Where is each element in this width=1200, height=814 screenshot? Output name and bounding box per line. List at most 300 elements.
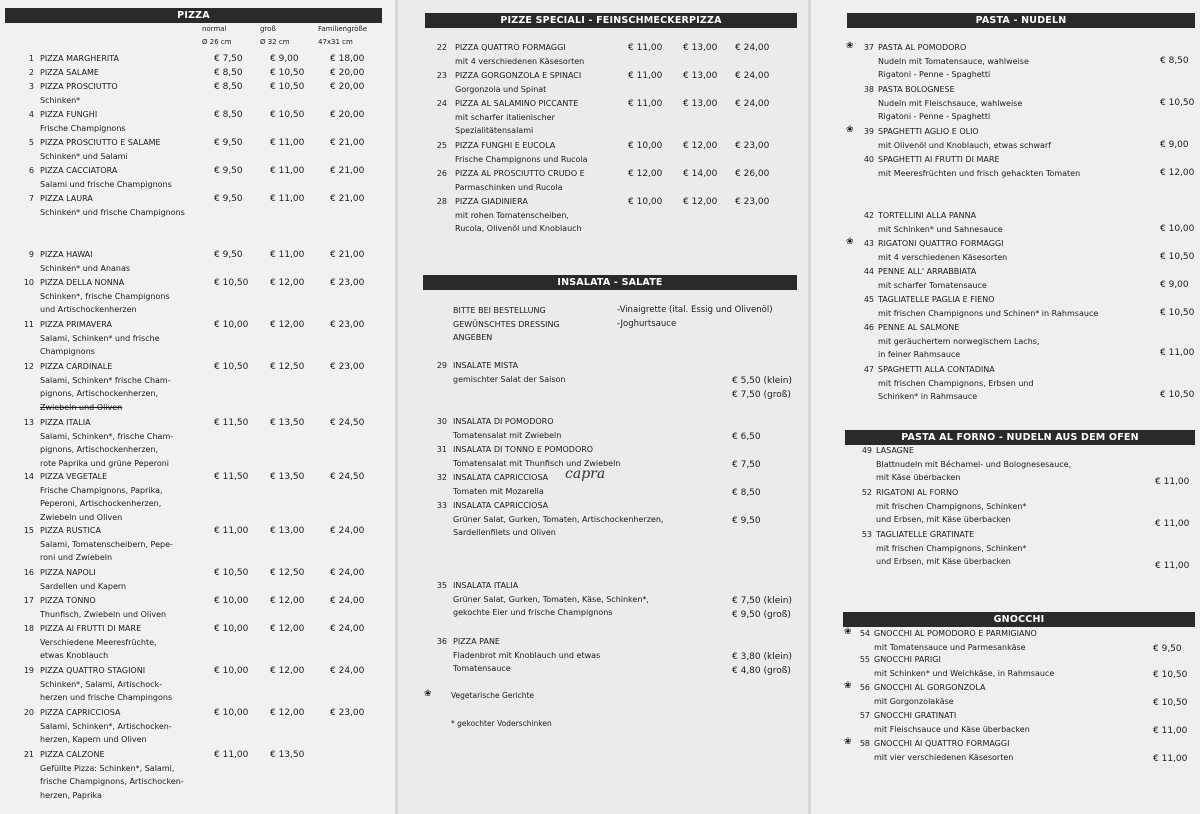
item-name: PIZZA VEGETALE bbox=[40, 472, 108, 481]
item-name: PENNE AL SALMONE bbox=[878, 323, 960, 332]
item-number: 10 bbox=[23, 278, 34, 287]
item-description: Tomatensauce bbox=[453, 664, 511, 674]
item-name: INSALATA DI TONNO E POMODORO bbox=[453, 445, 594, 454]
item-name: PIZZA SALAME bbox=[40, 68, 99, 77]
item-price: € 13,00 bbox=[683, 71, 718, 81]
salate-header: INSALATA - SALATE bbox=[423, 275, 797, 290]
item-number: 29 bbox=[436, 361, 447, 370]
item-number: 43 bbox=[863, 239, 874, 248]
item-description: Frische Champignons, Paprika, bbox=[40, 485, 163, 495]
item-price: € 9,50 bbox=[214, 250, 243, 260]
item-name: RIGATONI AL FORNO bbox=[876, 488, 959, 497]
item-price: € 20,00 bbox=[330, 110, 365, 120]
item-price: € 12,50 bbox=[270, 568, 305, 578]
item-price: € 11,00 bbox=[1153, 754, 1188, 764]
item-description: Schinken* bbox=[40, 95, 81, 105]
item-name: PIZZA FUNGHI E EUCOLA bbox=[455, 141, 556, 150]
item-price: € 13,00 bbox=[683, 99, 718, 109]
item-price: € 13,50 bbox=[270, 472, 305, 482]
col-family-head: Familiengröße 47x31 cm bbox=[318, 25, 368, 46]
item-number: 54 bbox=[859, 629, 870, 638]
item-number: 20 bbox=[23, 708, 34, 717]
item-number: 14 bbox=[23, 472, 34, 481]
item-number: 3 bbox=[28, 82, 34, 91]
item-price: € 10,50 bbox=[214, 278, 249, 288]
flower-icon: ❀ bbox=[846, 125, 854, 135]
item-description: mit geräuchertem norwegischem Lachs, bbox=[878, 336, 1040, 346]
item-description: Tomatensalat mit Zwiebeln bbox=[453, 430, 562, 440]
item-name: GNOCCHI AL POMODORO E PARMIGIANO bbox=[874, 629, 1037, 638]
item-name: INSALATA CAPRICCIOSA bbox=[453, 501, 549, 510]
item-description: Salami, Tomatenscheibern, Pepe- bbox=[40, 539, 173, 549]
item-name: GNOCCHI PARIGI bbox=[874, 655, 941, 664]
item-description: und Erbsen, mit Käse überbacken bbox=[876, 557, 1011, 567]
item-number: 38 bbox=[863, 85, 874, 94]
item-price: € 10,50 bbox=[270, 68, 305, 78]
item-number: 1 bbox=[28, 54, 34, 63]
item-price: € 13,00 bbox=[683, 43, 718, 53]
item-price: € 10,50 bbox=[270, 82, 305, 92]
item-price: € 10,00 bbox=[214, 596, 249, 606]
item-price: € 11,00 bbox=[270, 138, 305, 148]
item-description: Champignons bbox=[40, 347, 95, 357]
item-price: € 7,50 (klein) bbox=[732, 596, 792, 606]
item-description: etwas Knoblauch bbox=[40, 651, 109, 661]
item-description: Thunfisch, Zwiebeln und Oliven bbox=[40, 609, 167, 619]
item-price: € 12,00 bbox=[270, 596, 305, 606]
item-number: 40 bbox=[863, 155, 874, 164]
dressing-note: BITTE BEI BESTELLUNG GEWÜNSCHTES DRESSING ANGEBEN bbox=[453, 306, 560, 342]
item-name: TAGLIATELLE PAGLIA E FIENO bbox=[878, 295, 995, 304]
item-name: PIZZA RUSTICA bbox=[40, 526, 101, 535]
item-number: 36 bbox=[436, 637, 447, 646]
item-name: PIZZA PROSCIUTTO E SALAME bbox=[40, 138, 161, 147]
item-name: PIZZA ITALIA bbox=[40, 418, 91, 427]
col-normal-head: normal Ø 26 cm bbox=[202, 25, 232, 46]
item-description: Spezialitätensalami bbox=[455, 126, 534, 136]
item-price: € 4,80 (groß) bbox=[732, 665, 791, 676]
item-name: SPAGHETTI ALLA CONTADINA bbox=[878, 365, 995, 374]
item-number: 45 bbox=[863, 295, 874, 304]
item-price: € 10,00 bbox=[1160, 224, 1195, 234]
item-number: 31 bbox=[436, 445, 447, 454]
item-description: gekochte Eier und frische Champignons bbox=[453, 608, 613, 618]
item-name: PIZZA CARDINALE bbox=[40, 362, 113, 371]
item-description: Frische Champignons und Rucola bbox=[455, 154, 588, 164]
item-price: € 12,00 bbox=[270, 708, 305, 718]
item-description: pignons, Artischockenherzen, bbox=[40, 389, 159, 399]
item-name: PIZZA GORGONZOLA E SPINACI bbox=[455, 71, 582, 80]
item-name: RIGATONI QUATTRO FORMAGGI bbox=[878, 239, 1004, 248]
item-price: € 20,00 bbox=[330, 68, 365, 78]
item-name: PIZZA GIADINIERA bbox=[455, 197, 528, 206]
item-name: PIZZA PANE bbox=[453, 637, 500, 646]
item-price: € 24,00 bbox=[330, 666, 365, 676]
item-description: Nudeln mit Fleischsauce, wahlweise bbox=[878, 98, 1023, 108]
item-name: GNOCCHI AL GORGONZOLA bbox=[874, 683, 986, 692]
item-description: mit 4 verschiedenen Käsesorten bbox=[878, 252, 1008, 262]
item-price: € 8,50 bbox=[1160, 56, 1189, 66]
item-price: € 11,00 bbox=[1155, 519, 1190, 529]
item-price: € 7,50 bbox=[732, 460, 761, 470]
item-description: Gorgonzola und Spinat bbox=[455, 84, 547, 94]
item-price: € 21,00 bbox=[330, 166, 365, 176]
item-number: 25 bbox=[436, 141, 447, 150]
item-description: und Artischockenherzen bbox=[40, 305, 137, 315]
item-number: 52 bbox=[861, 488, 872, 497]
item-price: € 10,50 bbox=[214, 362, 249, 372]
item-price: € 7,50 bbox=[214, 54, 243, 64]
item-description: Salami, Schinken*, Artischocken- bbox=[40, 721, 172, 731]
item-name: PIZZA MARGHERITA bbox=[40, 54, 120, 63]
item-description: mit frischen Champignons und Schinen* in Rahmsauce bbox=[878, 308, 1099, 318]
item-price: € 12,00 bbox=[270, 320, 305, 330]
item-name: INSALATA CAPRICCIOSA bbox=[453, 473, 549, 482]
item-price: € 21,00 bbox=[330, 194, 365, 204]
item-price: € 10,00 bbox=[214, 624, 249, 634]
legend-ham: * gekochter Voderschinken bbox=[451, 719, 552, 728]
item-description: Rigatoni - Penne - Spaghetti bbox=[878, 70, 991, 80]
item-name: PIZZA CAPRICCIOSA bbox=[40, 708, 121, 717]
item-name: PIZZA QUATTRO FORMAGGI bbox=[455, 43, 566, 52]
item-description: mit scharfer Tomatensauce bbox=[878, 280, 987, 290]
item-name: PIZZA QUATTRO STAGIONI bbox=[40, 666, 146, 675]
item-description: mit Käse überbacken bbox=[876, 473, 961, 483]
item-name: PIZZA HAWAI bbox=[40, 250, 93, 259]
item-price: € 24,00 bbox=[330, 596, 365, 606]
item-name: SPAGHETTI AI FRUTTI DI MARE bbox=[878, 155, 1000, 164]
item-price: € 9,50 bbox=[214, 138, 243, 148]
item-number: 30 bbox=[436, 417, 447, 426]
item-name: PIZZA AL PROSCIUTTO CRUDO E bbox=[455, 169, 585, 178]
item-name: INSALATA ITALIA bbox=[453, 581, 519, 590]
item-price: € 14,00 bbox=[683, 169, 718, 179]
item-price: € 11,00 bbox=[1155, 561, 1190, 571]
item-description: Schinken* in Rahmsauce bbox=[878, 392, 978, 402]
item-number: 37 bbox=[863, 43, 874, 52]
item-number: 17 bbox=[23, 596, 34, 605]
item-price: € 11,00 bbox=[628, 71, 663, 81]
item-number: 57 bbox=[859, 711, 870, 720]
item-number: 16 bbox=[23, 568, 34, 577]
item-name: INSALATE MISTA bbox=[453, 361, 519, 370]
item-price: € 9,50 (groß) bbox=[732, 609, 791, 620]
item-price: € 5,50 (klein) bbox=[732, 376, 792, 386]
item-name: PENNE ALL' ARRABBIATA bbox=[878, 267, 977, 276]
item-name: PIZZA CACCIATORA bbox=[40, 166, 118, 175]
item-price: € 18,00 bbox=[330, 54, 365, 64]
item-number: 7 bbox=[28, 194, 34, 203]
fold-line bbox=[808, 0, 811, 814]
item-price: € 9,50 bbox=[214, 166, 243, 176]
item-number: 6 bbox=[28, 166, 34, 175]
item-price: € 10,50 bbox=[1160, 308, 1195, 318]
item-price: € 11,00 bbox=[628, 99, 663, 109]
item-price: € 24,00 bbox=[735, 43, 770, 53]
item-price: € 11,00 bbox=[270, 194, 305, 204]
item-price: € 20,00 bbox=[330, 82, 365, 92]
item-price: € 10,50 bbox=[1160, 98, 1195, 108]
item-price: € 11,00 bbox=[270, 250, 305, 260]
item-description: Sardellen und Kapern bbox=[40, 581, 127, 591]
item-price: € 24,50 bbox=[330, 418, 365, 428]
item-description: und Erbsen, mit Käse überbacken bbox=[876, 515, 1011, 525]
item-price: € 10,50 bbox=[270, 110, 305, 120]
flower-icon: ❀ bbox=[844, 681, 852, 691]
item-number: 33 bbox=[436, 501, 447, 510]
legend-veg: Vegetarische Gerichte bbox=[451, 691, 535, 700]
item-name: GNOCCHI AI QUATTRO FORMAGGI bbox=[874, 739, 1010, 748]
item-price: € 12,50 bbox=[270, 362, 305, 372]
item-description: Salami, Schinken* frische Cham- bbox=[40, 375, 171, 385]
item-price: € 11,00 bbox=[270, 166, 305, 176]
item-number: 13 bbox=[23, 418, 34, 427]
item-description: Sardellenfilets und Oliven bbox=[453, 528, 556, 538]
item-description: mit Meeresfrüchten und frisch gehackten Tomaten bbox=[878, 168, 1081, 178]
item-price: € 10,50 bbox=[1153, 670, 1188, 680]
item-description: mit scharfer italienischer bbox=[455, 112, 555, 122]
item-number: 12 bbox=[23, 362, 34, 371]
item-number: 28 bbox=[436, 197, 447, 206]
item-price: € 12,00 bbox=[628, 169, 663, 179]
item-price: € 11,50 bbox=[214, 472, 249, 482]
item-description: Verschiedene Meeresfrüchte, bbox=[40, 637, 157, 647]
item-name: PASTA AL POMODORO bbox=[878, 43, 967, 52]
item-description: Peperoni, Artischockenherzen, bbox=[40, 499, 162, 509]
item-number: 19 bbox=[23, 666, 34, 675]
item-description: mit Schinken* und Sahnesauce bbox=[878, 224, 1003, 234]
item-number: 21 bbox=[23, 750, 34, 759]
item-description: Fladenbrot mit Knoblauch und etwas bbox=[453, 650, 601, 660]
dressing-options: -Vinaigrette (ital. Essig und Olivenöl) -Joghurtsauce bbox=[617, 305, 773, 329]
item-name: PASTA BOLOGNESE bbox=[878, 85, 955, 94]
item-description: in feiner Rahmsauce bbox=[878, 350, 961, 360]
item-description: Gefüllte Pizza: Schinken*, Salami, bbox=[40, 763, 175, 773]
item-description: Schinken* und Salami bbox=[40, 151, 128, 161]
item-number: 55 bbox=[859, 655, 870, 664]
item-number: 58 bbox=[859, 739, 870, 748]
item-description: Tomatensalat mit Thunfisch und Zwiebeln bbox=[453, 458, 621, 468]
item-description: gemischter Salat der Saison bbox=[453, 374, 566, 384]
item-price: € 12,00 bbox=[270, 666, 305, 676]
col-gross-head: groß Ø 32 cm bbox=[260, 25, 290, 46]
item-number: 18 bbox=[23, 624, 34, 633]
item-number: 44 bbox=[863, 267, 874, 276]
item-price: € 24,00 bbox=[330, 526, 365, 536]
item-name: PIZZA CALZONE bbox=[40, 750, 105, 759]
item-price: € 10,00 bbox=[214, 708, 249, 718]
item-description: Rigatoni - Penne - Spaghetti bbox=[878, 112, 991, 122]
item-price: € 11,00 bbox=[1160, 348, 1195, 358]
item-price: € 13,50 bbox=[270, 418, 305, 428]
item-price: € 12,00 bbox=[270, 278, 305, 288]
item-price: € 9,50 bbox=[732, 516, 761, 526]
item-price: € 23,00 bbox=[330, 708, 365, 718]
item-name: PIZZA DELLA NONNA bbox=[40, 278, 125, 287]
flower-icon: ❀ bbox=[844, 627, 852, 637]
forno-header: PASTA AL FORNO - NUDELN AUS DEM OFEN bbox=[845, 430, 1195, 445]
item-description: Schinken* und Ananas bbox=[40, 263, 131, 273]
item-price: € 23,00 bbox=[735, 141, 770, 151]
item-price: € 23,00 bbox=[330, 362, 365, 372]
item-description: Blattnudeln mit Béchamel- und Bolognesesauce, bbox=[876, 459, 1072, 469]
item-price: € 11,00 bbox=[214, 526, 249, 536]
item-price: € 10,50 bbox=[1153, 698, 1188, 708]
item-price: € 9,50 bbox=[1153, 644, 1182, 654]
item-description: mit rohen Tomatenscheiben, bbox=[455, 210, 569, 220]
item-number: 11 bbox=[23, 320, 34, 329]
item-description: Grüner Salat, Gurken, Tomaten, Artischockenherzen, bbox=[453, 514, 664, 524]
item-description: mit frischen Champignons, Schinken* bbox=[876, 501, 1027, 511]
item-price: € 12,00 bbox=[683, 197, 718, 207]
item-description: Parmaschinken und Rucola bbox=[455, 182, 563, 192]
item-price: € 9,00 bbox=[1160, 140, 1189, 150]
pasta-header: PASTA - NUDELN bbox=[847, 13, 1195, 28]
item-description: Schinken*, Salami, Artischock- bbox=[40, 679, 163, 689]
item-price: € 10,50 bbox=[1160, 390, 1195, 400]
handwritten-note: capra bbox=[565, 466, 606, 482]
item-number: 23 bbox=[436, 71, 447, 80]
item-name: PIZZA FUNGHI bbox=[40, 110, 98, 119]
item-price: € 12,00 bbox=[683, 141, 718, 151]
item-name: SPAGHETTI AGLIO E OLIO bbox=[878, 127, 979, 136]
item-number: 39 bbox=[863, 127, 874, 136]
flower-icon: ❀ bbox=[424, 689, 432, 699]
item-name: PIZZA AL SALAMINO PICCANTE bbox=[455, 99, 579, 108]
item-number: 56 bbox=[859, 683, 870, 692]
item-description: Nudeln mit Tomatensauce, wahlweise bbox=[878, 56, 1029, 66]
item-price: € 10,00 bbox=[628, 141, 663, 151]
item-price: € 9,00 bbox=[270, 54, 299, 64]
item-price: € 10,00 bbox=[214, 666, 249, 676]
item-description: mit 4 verschiedenen Käsesorten bbox=[455, 56, 585, 66]
item-price: € 6,50 bbox=[732, 432, 761, 442]
item-description: mit Fleischsauce und Käse überbacken bbox=[874, 724, 1030, 734]
item-number: 35 bbox=[436, 581, 447, 590]
item-price: € 8,50 bbox=[732, 488, 761, 498]
item-number: 15 bbox=[23, 526, 34, 535]
item-description: Salami, Schinken*, frische Cham- bbox=[40, 431, 174, 441]
item-number: 42 bbox=[863, 211, 874, 220]
fold-line bbox=[395, 0, 398, 814]
item-price: € 24,00 bbox=[330, 624, 365, 634]
item-price: € 10,50 bbox=[214, 568, 249, 578]
item-description: pignons, Artischockenherzen, bbox=[40, 445, 159, 455]
item-number: 2 bbox=[28, 68, 34, 77]
item-price: € 9,50 bbox=[214, 194, 243, 204]
item-price: € 11,00 bbox=[628, 43, 663, 53]
item-price: € 3,80 (klein) bbox=[732, 652, 792, 662]
item-description: mit Gorgonzolakäse bbox=[874, 696, 954, 706]
item-description: mit vier verschiedenen Käsesorten bbox=[874, 752, 1014, 762]
item-price: € 24,00 bbox=[735, 71, 770, 81]
item-name: LASAGNE bbox=[876, 446, 914, 455]
item-description: herzen und frische Champingons bbox=[40, 693, 173, 703]
item-price: € 21,00 bbox=[330, 250, 365, 260]
item-name: PIZZA TONNO bbox=[40, 596, 96, 605]
item-number: 22 bbox=[436, 43, 447, 52]
item-description: Schinken* und frische Champignons bbox=[40, 207, 185, 217]
item-price: € 12,00 bbox=[270, 624, 305, 634]
flower-icon: ❀ bbox=[844, 737, 852, 747]
pizza-header: PIZZA bbox=[5, 8, 382, 23]
item-description: Tomaten mit Mozarella bbox=[453, 486, 544, 496]
item-name: INSALATA DI POMODORO bbox=[453, 417, 554, 426]
item-number: 4 bbox=[28, 110, 34, 119]
item-name: GNOCCHI GRATINATI bbox=[874, 711, 957, 720]
item-description: rote Paprika und grüne Peperoni bbox=[40, 458, 169, 468]
item-price: € 23,00 bbox=[330, 320, 365, 330]
item-price: € 8,50 bbox=[214, 110, 243, 120]
item-price: € 13,00 bbox=[270, 526, 305, 536]
item-price: € 26,00 bbox=[735, 169, 770, 179]
item-name: PIZZA PROSCIUTTO bbox=[40, 82, 118, 91]
item-description: Grüner Salat, Gurken, Tomaten, Käse, Schinken*, bbox=[453, 594, 649, 604]
item-price: € 12,00 bbox=[1160, 168, 1195, 178]
item-description: Salami und frische Champignons bbox=[40, 179, 172, 189]
flower-icon: ❀ bbox=[846, 41, 854, 51]
item-description: mit frischen Champignons, Schinken* bbox=[876, 543, 1027, 553]
item-name: TORTELLINI ALLA PANNA bbox=[878, 211, 977, 220]
item-number: 47 bbox=[863, 365, 874, 374]
item-description: mit frischen Champignons, Erbsen und bbox=[878, 378, 1034, 388]
item-price: € 11,00 bbox=[1155, 477, 1190, 487]
item-description: Rucola, Olivenöl und Knoblauch bbox=[455, 224, 582, 234]
item-price: € 23,00 bbox=[735, 197, 770, 207]
item-description: Zwiebeln und Oliven bbox=[40, 512, 123, 522]
item-price: € 8,50 bbox=[214, 82, 243, 92]
item-number: 53 bbox=[861, 530, 872, 539]
item-price: € 9,00 bbox=[1160, 280, 1189, 290]
item-price: € 23,00 bbox=[330, 278, 365, 288]
item-description: Schinken*, frische Champignons bbox=[40, 291, 170, 301]
item-description: Frische Champignons bbox=[40, 123, 126, 133]
speciali-header: PIZZE SPECIALI - FEINSCHMECKERPIZZA bbox=[425, 13, 797, 28]
item-name: TAGLIATELLE GRATINATE bbox=[876, 530, 975, 539]
item-number: 46 bbox=[863, 323, 874, 332]
item-description: Salami, Schinken* und frische bbox=[40, 333, 160, 343]
item-description: roni und Zwiebeln bbox=[40, 553, 113, 563]
item-name: PIZZA NAPOLI bbox=[40, 568, 96, 577]
item-number: 26 bbox=[436, 169, 447, 178]
item-description: mit Olivenöl und Knoblauch, etwas schwarf bbox=[878, 140, 1052, 150]
item-price: € 21,00 bbox=[330, 138, 365, 148]
item-description: mit Tomatensauce und Parmesankäse bbox=[874, 642, 1026, 652]
item-number: 32 bbox=[436, 473, 447, 482]
item-price: € 24,00 bbox=[330, 568, 365, 578]
item-description: mit Schinken* und Weichkäse, in Rahmsauce bbox=[874, 668, 1055, 678]
item-price: € 24,00 bbox=[735, 99, 770, 109]
item-price: € 24,50 bbox=[330, 472, 365, 482]
item-price: € 10,00 bbox=[214, 320, 249, 330]
item-number: 9 bbox=[28, 250, 34, 259]
flower-icon: ❀ bbox=[846, 237, 854, 247]
item-number: 5 bbox=[28, 138, 34, 147]
item-description: herzen, Kapern und Oliven bbox=[40, 735, 147, 745]
item-number: 49 bbox=[861, 446, 872, 455]
item-description: frische Champignons, Artischocken- bbox=[40, 777, 184, 787]
item-name: PIZZA PRIMAVERA bbox=[40, 320, 112, 329]
item-name: PIZZA LAURA bbox=[40, 194, 93, 203]
item-price: € 11,50 bbox=[214, 418, 249, 428]
item-name: PIZZA AI FRUTTI DI MARE bbox=[40, 624, 142, 633]
item-price: € 11,00 bbox=[1153, 726, 1188, 736]
item-price: € 13,50 bbox=[270, 750, 305, 760]
item-price: € 7,50 (groß) bbox=[732, 389, 791, 400]
item-price: € 10,50 bbox=[1160, 252, 1195, 262]
item-price: € 10,00 bbox=[628, 197, 663, 207]
gnocchi-header: GNOCCHI bbox=[843, 612, 1195, 627]
